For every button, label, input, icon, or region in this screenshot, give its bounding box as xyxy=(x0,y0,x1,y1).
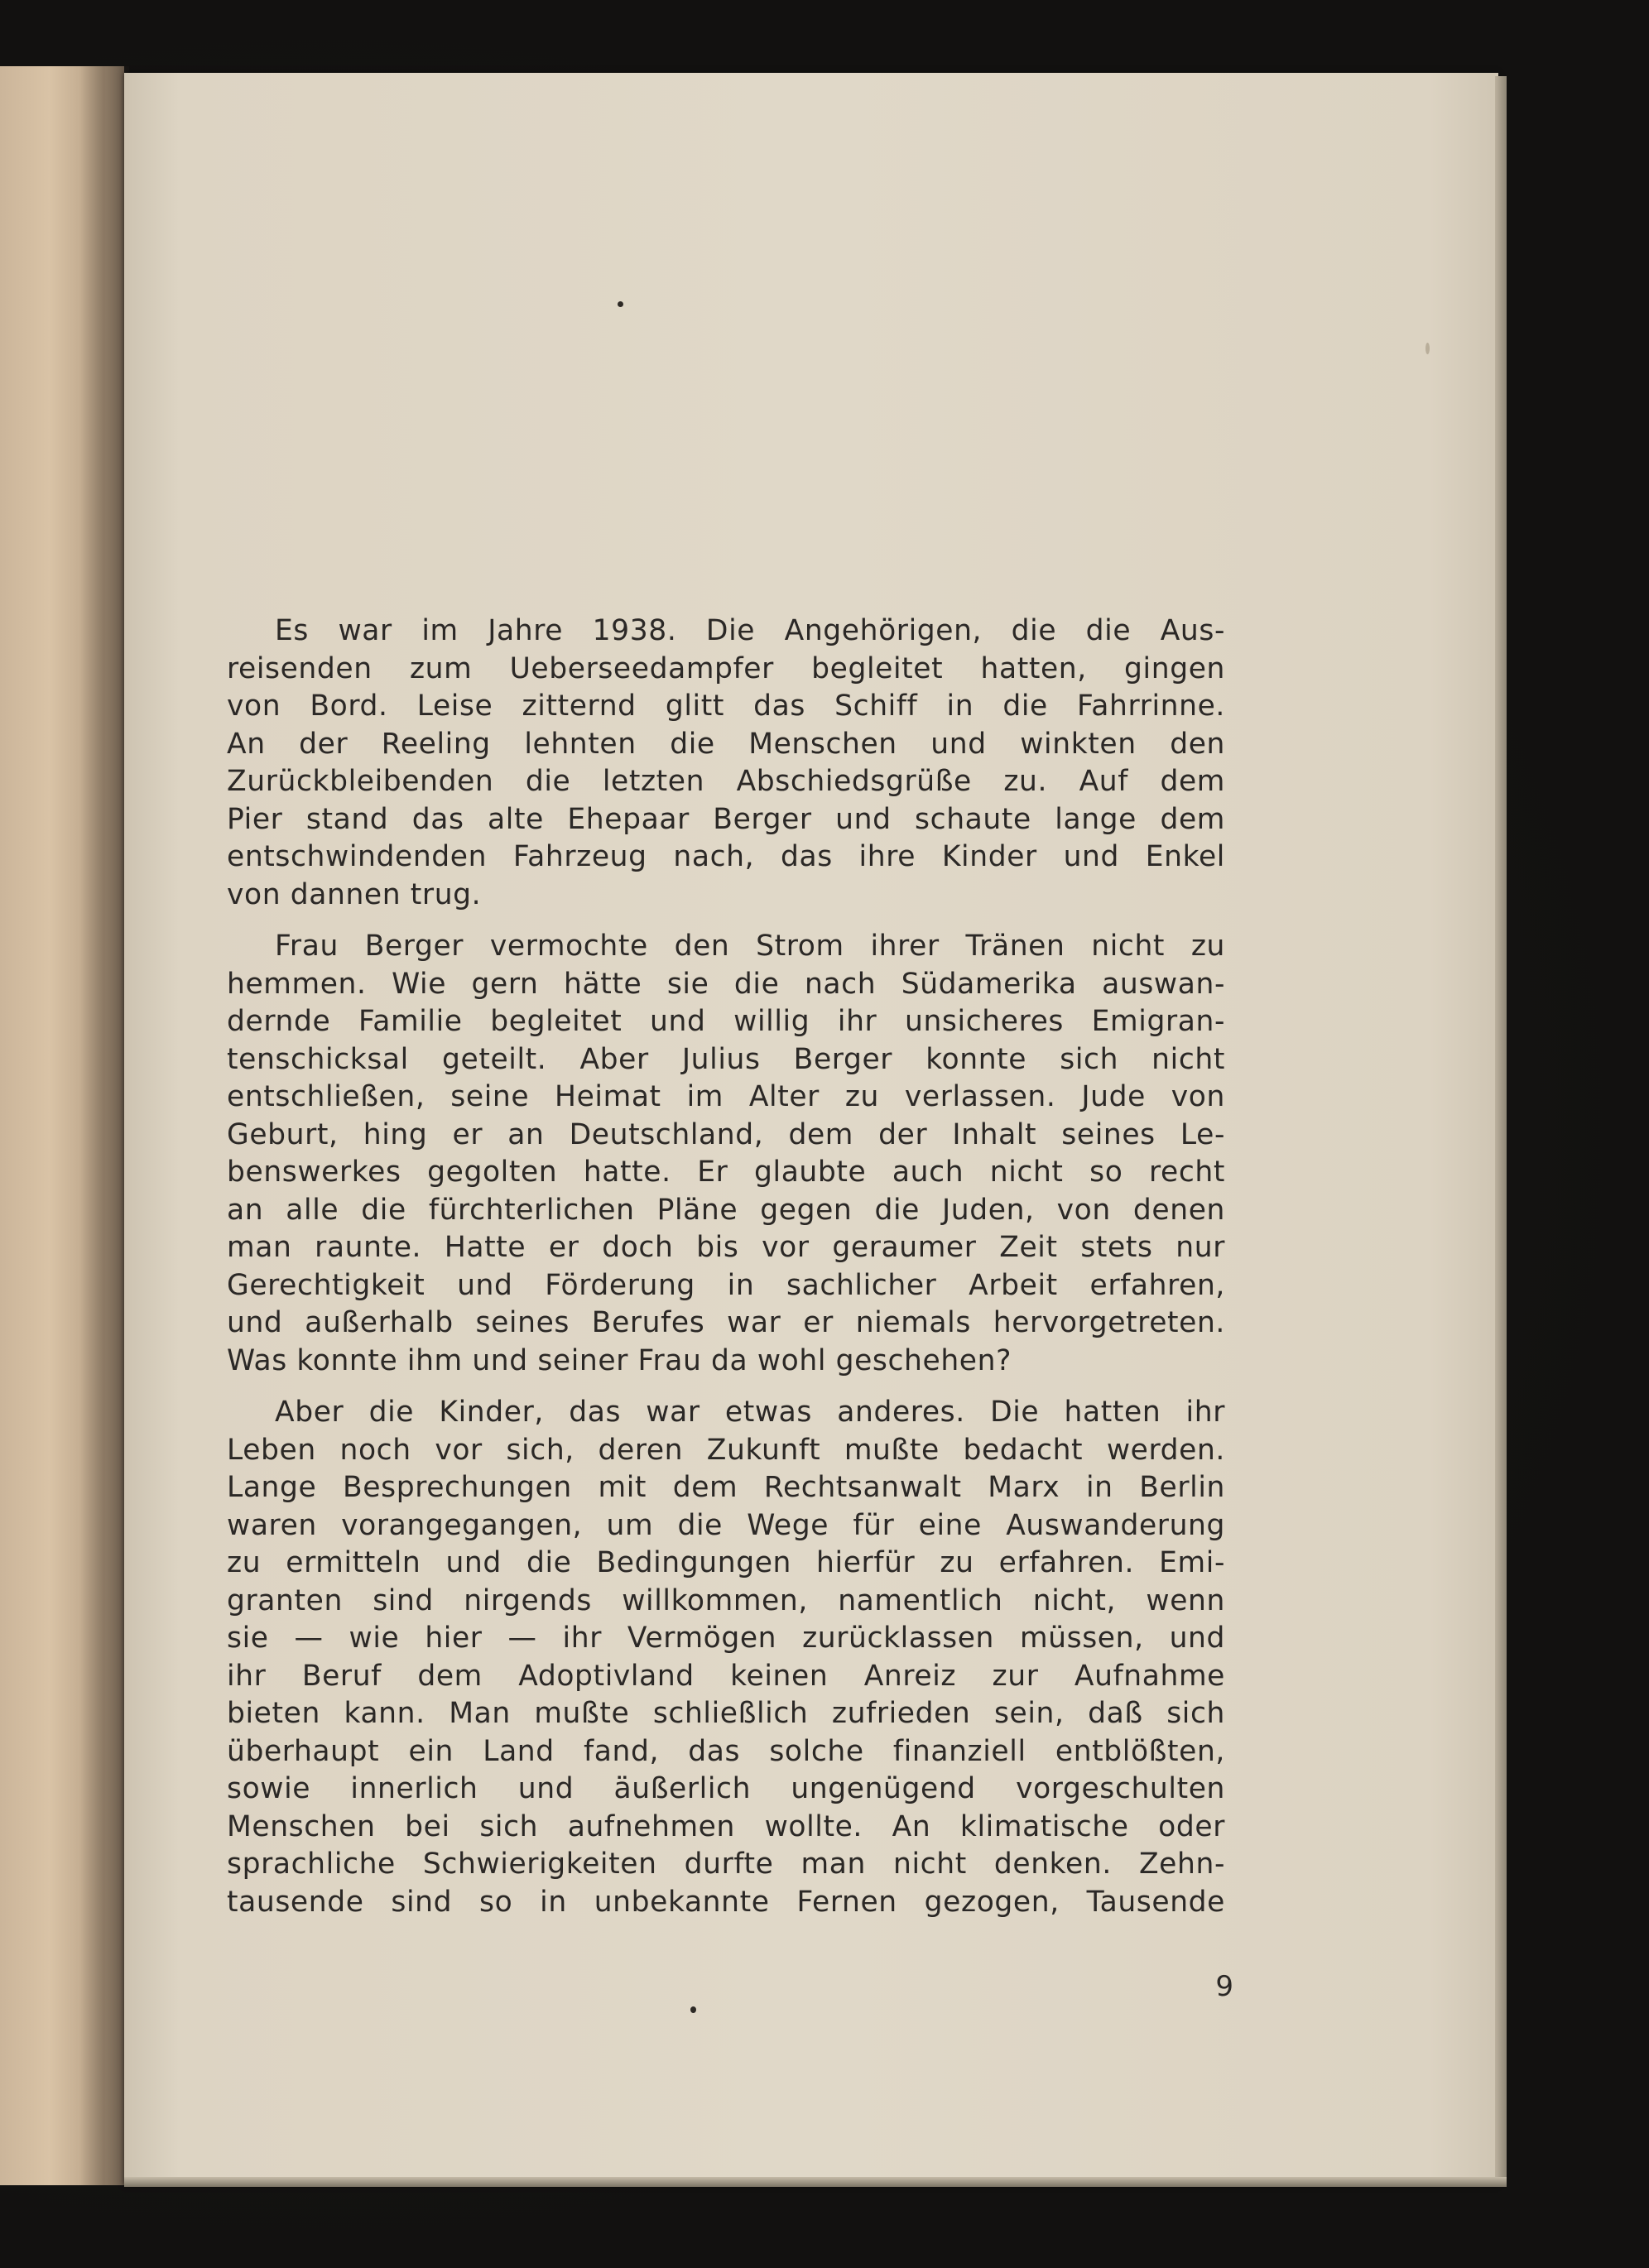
text-line: dernde Familie begleitet und willig ihr unsicheres Emigran- xyxy=(227,1005,1225,1038)
text-line: Lange Besprechungen mit dem Rechtsanwalt Marx in Berlin xyxy=(227,1471,1225,1504)
paper-speck xyxy=(618,301,623,307)
text-line: Zurückbleibenden die letzten Abschiedsgrüße zu. Auf dem xyxy=(227,765,1225,798)
text-line: hemmen. Wie gern hätte sie die nach Südamerika auswan- xyxy=(227,967,1225,1001)
text-line: tenschicksal geteilt. Aber Julius Berger konnte sich nicht xyxy=(227,1042,1225,1076)
text-line: Leben noch vor sich, deren Zukunft mußte bedacht werden. xyxy=(227,1433,1225,1467)
text-line: sie — wie hier — ihr Vermögen zurücklassen müssen, und xyxy=(227,1622,1225,1655)
text-line: bieten kann. Man mußte schließlich zufrieden sein, daß sich xyxy=(227,1697,1225,1730)
text-line: entschwindenden Fahrzeug nach, das ihre Kinder und Enkel xyxy=(227,840,1225,873)
text-line: von Bord. Leise zitternd glitt das Schiff in die Fahrrinne. xyxy=(227,690,1225,723)
text-line: zu ermitteln und die Bedingungen hierfür zu erfahren. Emi- xyxy=(227,1546,1225,1579)
text-line: Geburt, hing er an Deutschland, dem der Inhalt seines Le- xyxy=(227,1117,1225,1151)
text-line: Aber die Kinder, das war etwas anderes. Die hatten ihr xyxy=(275,1396,1225,1429)
paper-speck xyxy=(690,2006,696,2013)
text-line: benswerkes gegolten hatte. Er glaubte auch nicht so recht xyxy=(227,1156,1225,1189)
text-line: von dannen trug. xyxy=(227,877,482,911)
paragraph-2 xyxy=(227,928,1225,1380)
text-line: An der Reeling lehnten die Menschen und winkten den xyxy=(227,727,1225,761)
body-text xyxy=(227,613,1225,1921)
page-edge-bottom xyxy=(124,2177,1507,2187)
text-line: überhaupt ein Land fand, das solche finanziell entblößten, xyxy=(227,1734,1225,1768)
book-spine-shadow xyxy=(79,66,129,2185)
text-line: ihr Beruf dem Adoptivland keinen Anreiz zur Aufnahme xyxy=(227,1659,1225,1693)
text-line: sprachliche Schwierigkeiten durfte man nicht denken. Zehn- xyxy=(227,1848,1225,1881)
page-edge-right xyxy=(1495,76,1507,2184)
text-line: Menschen bei sich aufnehmen wollte. An klimatische oder xyxy=(227,1809,1225,1843)
text-line: und außerhalb seines Berufes war er niemals hervorgetreten. xyxy=(227,1306,1225,1339)
page-number: 9 xyxy=(1215,1970,1233,2003)
text-line: sowie innerlich und äußerlich ungenügend vorgeschulten xyxy=(227,1772,1225,1805)
text-line: Es war im Jahre 1938. Die Angehörigen, die die Aus- xyxy=(275,614,1225,647)
text-line: Frau Berger vermochte den Strom ihrer Tränen nicht zu xyxy=(275,930,1225,963)
text-line: man raunte. Hatte er doch bis vor geraumer Zeit stets nur xyxy=(227,1231,1225,1264)
paragraph-3 xyxy=(227,1394,1225,1921)
text-line: Pier stand das alte Ehepaar Berger und schaute lange dem xyxy=(227,802,1225,836)
paper-speck xyxy=(1425,343,1430,354)
text-line: granten sind nirgends willkommen, namentlich nicht, wenn xyxy=(227,1583,1225,1617)
text-line: Gerechtigkeit und Förderung in sachlicher Arbeit erfahren, xyxy=(227,1268,1225,1302)
text-line: an alle die fürchterlichen Pläne gegen die Juden, von denen xyxy=(227,1193,1225,1227)
text-line: Was konnte ihm und seiner Frau da wohl geschehen? xyxy=(227,1343,1012,1377)
paragraph-1 xyxy=(227,613,1225,914)
text-line: reisenden zum Ueberseedampfer begleitet hatten, gingen xyxy=(227,651,1225,685)
text-line: waren vorangegangen, um die Wege für eine Auswanderung xyxy=(227,1508,1225,1542)
text-line: tausende sind so in unbekannte Fernen gezogen, Tausende xyxy=(227,1885,1225,1919)
text-line: entschließen, seine Heimat im Alter zu verlassen. Jude von xyxy=(227,1080,1225,1113)
